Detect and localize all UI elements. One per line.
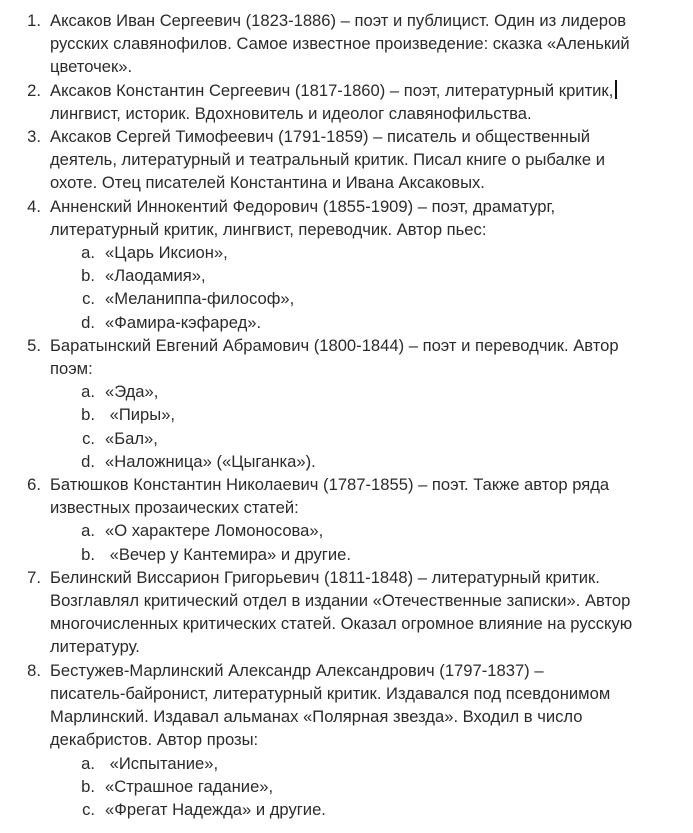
- text-line: литературу.: [50, 637, 140, 657]
- sub-item-text: «Эда»,: [105, 382, 159, 402]
- text-line: поэм:: [50, 359, 93, 379]
- sub-list-item: [50, 427, 681, 450]
- sub-item-text: «Фрегат Надежда» и другие.: [105, 799, 326, 819]
- sub-list-item: [50, 543, 681, 566]
- text-line: лингвист, историк. Вдохновитель и идеолог славянофильства.: [50, 103, 532, 123]
- sub-item-letter: b.: [81, 544, 95, 564]
- sub-list-item: [50, 311, 681, 334]
- text-line: Батюшков Константин Николаевич (1787-1855) – поэт. Также автор ряда: [50, 475, 610, 495]
- list-item: [0, 659, 681, 821]
- list-item-number: 3.: [27, 127, 41, 147]
- sub-list-item: [50, 450, 681, 473]
- sub-item-letter: a.: [81, 382, 95, 402]
- sub-list-item: [50, 287, 681, 310]
- text-line: Марлинский. Издавал альманах «Полярная звезда». Входил в число: [50, 707, 583, 727]
- text-line: Аксаков Иван Сергеевич (1823-1886) – поэт и публицист. Один из лидеров: [50, 11, 627, 30]
- sub-item-text: «О характере Ломоносова»,: [105, 521, 324, 541]
- text-line: Возглавлял критический отдел в издании «Отечественные записки». Автор: [50, 591, 631, 611]
- list-item-number: 4.: [27, 196, 41, 216]
- text-line-content: Аксаков Константин Сергеевич (1817-1860) – поэт, литературный критик,: [50, 80, 614, 100]
- text-line: русских славянофилов. Самое известное произведение: сказка «Аленький: [50, 34, 630, 54]
- sub-item-letter: a.: [81, 521, 95, 541]
- sub-item-letter: c.: [82, 428, 95, 448]
- list-item-text: [50, 9, 681, 79]
- text-line: известных прозаических статей:: [50, 498, 299, 518]
- list-item: [0, 334, 681, 473]
- sub-list-item: [50, 403, 681, 426]
- list-item-number: 8.: [27, 660, 41, 680]
- sub-item-text: «Фамира-кэфаред».: [105, 312, 262, 332]
- list-item: [0, 9, 681, 79]
- list-item-number: 2.: [27, 80, 41, 100]
- sub-item-text: «Наложница» («Цыганка»).: [105, 451, 316, 471]
- list-item-text: [50, 195, 681, 334]
- list-item-text: [50, 79, 681, 125]
- sub-item-letter: a.: [81, 753, 95, 773]
- sub-item-text: «Страшное гадание»,: [105, 776, 274, 796]
- list-item: [0, 473, 681, 566]
- list-item: [0, 125, 681, 195]
- sub-list-item: [50, 241, 681, 264]
- text-line: многочисленных критических статей. Оказал огромное влияние на русскую: [50, 614, 633, 634]
- sub-item-text: «Меланиппа-философ»,: [105, 289, 295, 309]
- sub-list-item: [50, 752, 681, 775]
- list-item-number: 1.: [27, 11, 41, 30]
- text-line: Анненский Иннокентий Федорович (1855-1909) – поэт, драматург,: [50, 196, 556, 216]
- text-line: деятель, литературный и театральный критик. Писал книге о рыбалке и: [50, 150, 605, 170]
- sub-item-text: «Вечер у Кантемира» и другие.: [105, 544, 351, 564]
- list-item-text: [50, 659, 681, 821]
- sub-item-text: «Царь Иксион»,: [105, 243, 228, 263]
- list-item-text: [50, 473, 681, 566]
- sub-item-letter: d.: [81, 312, 95, 332]
- list-item-text: [50, 125, 681, 195]
- list-item-number: 6.: [27, 475, 41, 495]
- sub-list-item: [50, 519, 681, 542]
- list-item-text: [50, 334, 681, 473]
- sub-list-item: [50, 264, 681, 287]
- text-line: Баратынский Евгений Абрамович (1800-1844) – поэт и переводчик. Автор: [50, 335, 619, 355]
- sub-item-letter: c.: [82, 289, 95, 309]
- list-item-number: 5.: [27, 335, 41, 355]
- text-line: литературный критик, лингвист, переводчик. Автор пьес:: [50, 219, 487, 239]
- sub-item-letter: d.: [81, 451, 95, 471]
- text-line: Белинский Виссарион Григорьевич (1811-1848) – литературный критик.: [50, 567, 600, 587]
- list-item-number: 7.: [27, 567, 41, 587]
- text-cursor: [615, 80, 617, 99]
- sub-item-letter: b.: [81, 405, 95, 425]
- text-line: охоте. Отец писателей Константина и Ивана Аксаковых.: [50, 173, 485, 193]
- sub-list-item: [50, 380, 681, 403]
- list-item: [0, 79, 681, 125]
- sub-item-letter: b.: [81, 266, 95, 286]
- sub-item-letter: a.: [81, 243, 95, 263]
- sub-item-letter: b.: [81, 776, 95, 796]
- list-item: [0, 566, 681, 659]
- list-item-text: [50, 566, 681, 659]
- list-item: [0, 195, 681, 334]
- text-line: Бестужев-Марлинский Александр Александрович (1797-1837) –: [50, 660, 544, 680]
- sub-item-text: «Бал»,: [105, 428, 158, 448]
- text-line: [50, 79, 681, 102]
- sub-item-letter: c.: [82, 799, 95, 819]
- sub-item-text: «Лаодамия»,: [105, 266, 206, 286]
- sub-list-item: [50, 775, 681, 798]
- sub-item-text: «Пиры»,: [105, 405, 176, 425]
- sub-list-item: [50, 798, 681, 821]
- text-line: писатель-байронист, литературный критик. Издавался под псевдонимом: [50, 683, 611, 703]
- text-line: цветочек».: [50, 57, 133, 77]
- text-line: Аксаков Сергей Тимофеевич (1791-1859) – писатель и общественный: [50, 127, 591, 147]
- text-line: декабристов. Автор прозы:: [50, 730, 259, 750]
- sub-item-text: «Испытание»,: [105, 753, 219, 773]
